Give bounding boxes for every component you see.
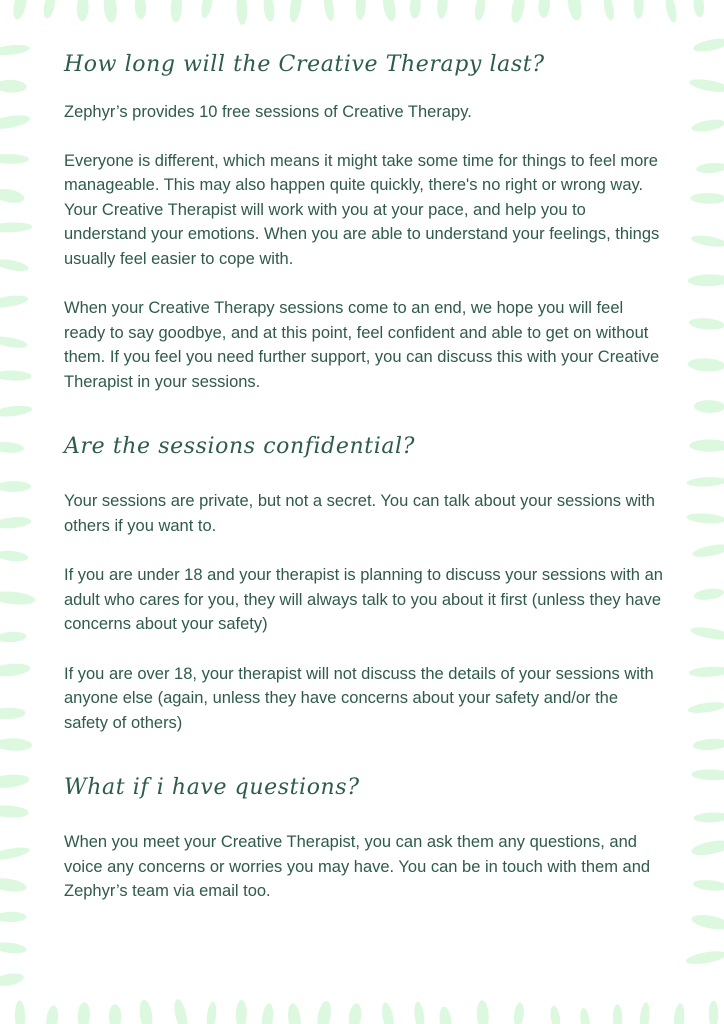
brushstroke	[709, 1000, 719, 1024]
brushstroke	[315, 1000, 333, 1024]
brushstroke	[685, 949, 724, 967]
brushstroke	[45, 1005, 60, 1024]
heading-confidentiality: Are the sessions confidential?	[64, 434, 416, 459]
brushstroke	[691, 542, 724, 559]
brushstroke	[690, 233, 724, 248]
brushstroke	[11, 0, 29, 21]
brushstroke	[690, 193, 724, 204]
brushstroke	[288, 0, 303, 23]
heading-therapy-duration: How long will the Creative Therapy last?	[64, 52, 545, 77]
brushstroke	[0, 773, 30, 790]
brushstroke	[0, 334, 28, 349]
brushstroke	[0, 941, 27, 955]
brushstroke	[322, 0, 336, 22]
paragraph: Everyone is different, which means it might take some time for things to feel more manageable. This may also happen quite quickly, there's no right or wrong way. Your Creative Therapist will work with you at your pace, and help you to understand your emotions. When you are able to understand your feelings, things usually feel easier to cope with.	[64, 151, 660, 268]
brushstroke	[0, 804, 29, 818]
brushstroke	[579, 1007, 591, 1024]
brushstroke	[438, 1006, 453, 1024]
document-body	[64, 48, 664, 904]
brushstroke	[689, 666, 724, 678]
brushstroke	[235, 1000, 247, 1024]
brushstroke	[633, 0, 643, 19]
brushstroke	[0, 738, 32, 752]
heading-questions: What if i have questions?	[64, 775, 360, 800]
brushstroke	[42, 0, 57, 19]
brushstroke	[0, 43, 30, 56]
brushstroke	[0, 481, 31, 492]
paragraph: If you are over 18, your therapist will not discuss the details of your sessions with anyone else (again, unless they have concerns about your safety and/or the safety of others)	[64, 664, 654, 732]
brushstroke	[673, 1003, 686, 1024]
brushstroke	[473, 0, 486, 21]
brushstroke	[236, 0, 248, 25]
brushstroke	[687, 700, 724, 715]
brushstroke	[549, 1005, 562, 1024]
paragraph: When you meet your Creative Therapist, you can ask them any questions, and voice any concerns or worries you may have. You can be in touch with them and Zephyr’s team via email too.	[64, 833, 651, 900]
brushstroke	[688, 274, 724, 287]
brushstroke	[690, 838, 724, 858]
brushstroke	[380, 1002, 396, 1024]
brushstroke	[260, 1003, 275, 1024]
brushstroke	[134, 0, 147, 20]
brushstroke	[538, 0, 551, 18]
paragraph: Your sessions are private, but not a secret. You can talk about your sessions with others if you want to.	[64, 492, 655, 535]
brushstroke	[0, 516, 32, 530]
brushstroke	[262, 0, 276, 22]
brushstroke	[77, 1002, 91, 1024]
brushstroke	[0, 707, 26, 719]
brushstroke	[76, 0, 89, 22]
brushstroke	[692, 36, 724, 54]
brushstroke	[691, 769, 724, 781]
brushstroke	[199, 0, 214, 19]
brushstroke	[639, 1002, 651, 1024]
brushstroke	[664, 0, 679, 23]
brushstroke	[694, 400, 724, 414]
brushstroke	[689, 439, 724, 451]
brushstroke	[692, 738, 724, 752]
brushstroke	[513, 1002, 525, 1024]
brushstroke	[566, 0, 584, 21]
brushstroke	[0, 631, 27, 643]
brushstroke	[436, 0, 449, 19]
brushstroke	[0, 590, 36, 607]
brushstroke	[613, 1004, 623, 1024]
brushstroke	[286, 1002, 303, 1024]
brushstroke	[688, 77, 724, 94]
paragraph: When your Creative Therapy sessions come to an end, we hope you will feel ready to say goodbye, and at this point, feel confident and able to get on without them. If you feel you need further support, you can discuss this with your Creative Therapist in your sessions.	[64, 299, 660, 391]
brushstroke	[686, 476, 724, 487]
brushstroke	[509, 0, 527, 24]
brushstroke	[692, 879, 724, 892]
brushstroke	[687, 357, 724, 372]
brushstroke	[381, 0, 398, 22]
brushstroke	[0, 876, 28, 894]
brushstroke	[138, 999, 155, 1024]
brushstroke	[0, 662, 31, 678]
brushstroke	[476, 1000, 489, 1024]
brushstroke	[172, 998, 189, 1024]
brushstroke	[693, 812, 724, 823]
brushstroke	[693, 587, 724, 602]
paragraph: If you are under 18 and your therapist is planning to discuss your sessions with an adult who cares for you, they will always talk to you about it first (unless they have concerns about your safety)	[64, 566, 663, 633]
brushstroke	[0, 441, 24, 454]
brushstroke	[0, 222, 33, 233]
brushstroke	[205, 1001, 217, 1024]
brushstroke	[15, 1000, 26, 1024]
brushstroke	[691, 118, 724, 134]
brushstroke	[413, 1001, 426, 1024]
brushstroke	[409, 0, 421, 19]
brushstroke	[0, 370, 32, 382]
brushstroke	[693, 0, 705, 18]
brushstroke	[109, 1004, 121, 1024]
brushstroke	[696, 162, 724, 174]
brushstroke	[0, 912, 26, 922]
brushstroke	[688, 317, 724, 331]
brushstroke	[0, 257, 30, 273]
brushstroke	[690, 625, 724, 642]
paragraph: Zephyr’s provides 10 free sessions of Creative Therapy.	[64, 103, 472, 121]
brushstroke	[355, 0, 366, 20]
brushstroke	[0, 294, 29, 310]
brushstroke	[0, 549, 29, 562]
brushstroke	[0, 113, 31, 132]
brushstroke	[347, 1003, 363, 1024]
brushstroke	[170, 0, 183, 23]
brushstroke	[602, 0, 616, 21]
brushstroke	[0, 187, 25, 206]
brushstroke	[0, 972, 25, 988]
brushstroke	[0, 79, 27, 93]
brushstroke	[103, 0, 118, 23]
brushstroke	[0, 845, 31, 862]
brushstroke	[690, 912, 724, 932]
brushstroke	[686, 512, 724, 524]
brushstroke	[0, 404, 33, 418]
brushstroke	[0, 154, 29, 165]
